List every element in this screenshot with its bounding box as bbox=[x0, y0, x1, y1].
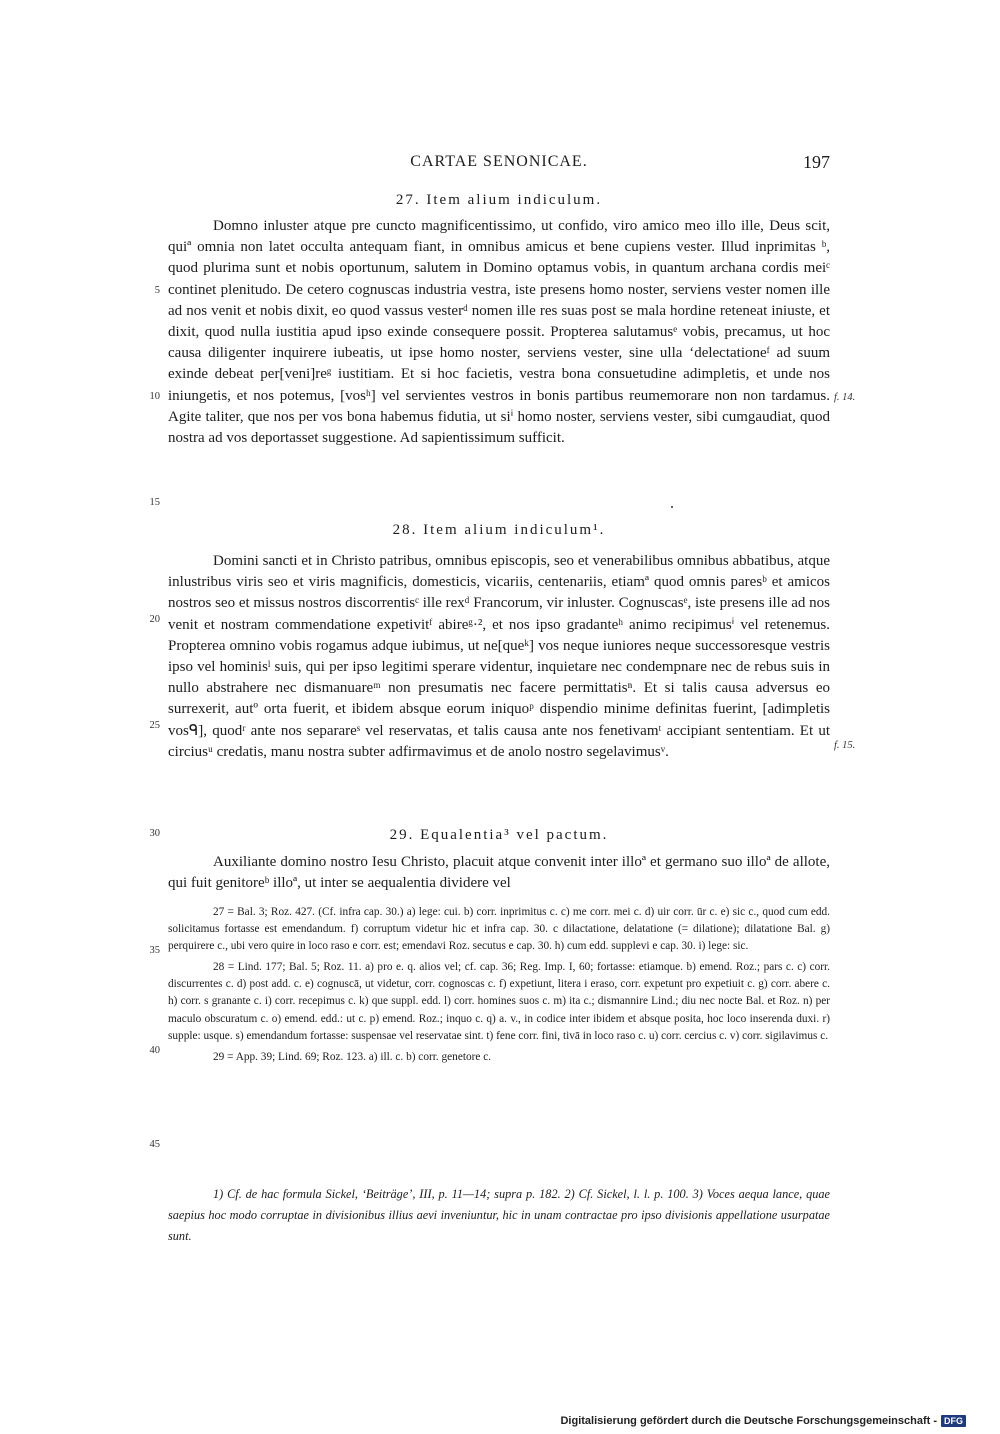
section-27 bbox=[168, 189, 830, 449]
apparatus-note: 28 = Lind. 177; Bal. 5; Roz. 11. a) pro e. q. alios vel; cf. cap. 36; Reg. Imp. I, 60; fortasse: etiamque. b) emend. Roz.; pars c. c) corr. discurrentes c. d) post add. c. e) cognuscā, ut videtur, corr. cognoscas c. f) expetiunt, litera i eraso, corr. expetunt pro expetiuit c. g) corr. abere c. h) corr. s granante c. i) corr. recepimus c. k) que suppl. edd. l) corr. homines suos c. m) ita c.; dismannire Lind.; diu nec nocte Bal. et Roz. n) per maculo obscuratum c. o) emend. edd.: ut c. p) emend. Roz.; inquo c. q) a. v., in codice inter ibidem et absque posita, hoc loco inserenda duxi. r) supple: usque. s) emendandum fortasse: suspensae vel reservatae sint. t) fene corr. fini, tivā in loco raso c. u) corr. cercius c. v) corr. sigilavimus c. bbox=[168, 961, 830, 1042]
credit-text: Digitalisierung gefördert durch die Deutsche Forschungsgemeinschaft - bbox=[560, 1415, 937, 1427]
section-title: 29. Equalentia³ vel pactum. bbox=[389, 827, 609, 843]
critical-apparatus bbox=[168, 904, 830, 1066]
dfg-logo-icon: DFG bbox=[941, 1415, 966, 1427]
line-number: 5 bbox=[154, 285, 160, 296]
line-number: 20 bbox=[149, 614, 160, 625]
line-number: 15 bbox=[149, 497, 160, 508]
running-header bbox=[168, 153, 830, 177]
apparatus-note: 29 = App. 39; Lind. 69; Roz. 123. a) ill. c. b) corr. genetore c. bbox=[213, 1050, 492, 1063]
line-number: 45 bbox=[149, 1139, 160, 1150]
line-number: 30 bbox=[149, 828, 160, 839]
footnotes bbox=[168, 1184, 830, 1247]
section-29 bbox=[168, 824, 830, 894]
folio-reference: f. 14. bbox=[834, 392, 856, 403]
section-title: 28. Item alium indiculum¹. bbox=[392, 522, 606, 538]
section-text: Auxiliante domino nostro Iesu Christo, placuit atque convenit inter illoª et germano suo illoª de allote, qui fuit genitoreᵇ illoª, ut inter se aequalentia dividere vel bbox=[168, 854, 830, 892]
line-number: 35 bbox=[149, 945, 160, 956]
line-number: 10 bbox=[149, 391, 160, 402]
line-number: 25 bbox=[149, 720, 160, 731]
section-text: Domini sancti et in Christo patribus, omnibus episcopis, seo et venerabilibus omnibus abbatibus, atque inlustribus viris seo et viris magnificis, domesticis, vicariis, centenariis, etiamª quod omnis paresᵇ et amicos nostros seo et missus nostros discorrentisᶜ ille rexᵈ Francorum, vir inluster. Cognuscasᵉ, iste presens ille ad nos venit et nostram commendatione expetivitᶠ abireᵍ·², et nos ipso gradanteʰ animo recipimusⁱ vel retenemus. Propterea omnino vobis rogamus adque iubimus, ut ne[queᵏ] vos neque iuniores neque successoresque vestris ipso vel hominisˡ suis, qui per ipso legitimi sperare videntur, inquietare nec condempnare nec de rebus suis in nullo abstrahere nec dismanuareᵐ non presumatis nec facere permittatisⁿ. Et si talis causa adversus eo surrexerit, autº orta fuerit, et ibidem absque eorum iniquoᵖ dispendio minime definitas fuerint, [adimpletis vosᑫ], quodʳ ante nos separareˢ vel reservatas, et talis causa ante nos fenetivamᵗ accipiant sententiam. Et ut circiusᵘ credatis, manu nostra subter adfirmavimus et de anolo nostro segelavimusᵛ. bbox=[168, 553, 830, 760]
apparatus-note: 27 = Bal. 3; Roz. 427. (Cf. infra cap. 30.) a) lege: cui. b) corr. inprimitus c. c) me corr. mei c. d) uir corr. ūr c. e) sic c., quod cum edd. solicitamus fortasse est emendandum. f) corruptum videtur hic et infra cap. 30. c dilactatione, delatatione (= dilatione); dilatatione Bal. g) perquirere c., ubi vero quire in loco raso e corr. est; emendavi Roz. secutus e cap. 30. h) cum edd. supplevi e cap. 30. i) lege: sic. bbox=[168, 906, 830, 953]
section-28 bbox=[168, 519, 830, 763]
line-number: 40 bbox=[149, 1045, 160, 1056]
digitization-credit bbox=[560, 1415, 966, 1427]
running-title: CARTAE SENONICAE. bbox=[410, 153, 588, 170]
footnote-text: 1) Cf. de hac formula Sickel, ‘Beiträge’, III, p. 11—14; supra p. 182. 2) Cf. Sickel, l. l. p. 100. 3) Voces aequa lance, quae saepius hoc modo corruptae in divisionibus illius aevi inveniuntur, hic in unam contractae pro ipso divisionis appellatione usurpatae sunt. bbox=[168, 1187, 830, 1243]
page-number: 197 bbox=[803, 152, 830, 172]
folio-reference: f. 15. bbox=[834, 740, 856, 751]
ink-dot bbox=[671, 506, 673, 508]
section-title: 27. Item alium indiculum. bbox=[395, 192, 603, 208]
section-text: Domno inluster atque pre cuncto magnificentissimo, ut confido, viro amico meo illo ille, Deus scit, quiª omnia non latet occulta antequam fiant, in omnibus amicus et bene cupiens vester. Illud inprimitas ᵇ, quod plurima sunt et nobis oportunum, salutem in Domino optamus vobis, in quantum archana cordis meiᶜ continet plenitudo. De cetero cognuscas industria vestra, iste presens homo noster, serviens vester nomen ille ad nos venit et nobis dixit, eo quod vassus vesterᵈ nomen ille res suas post se mala hordine reteneat iniuste, et dixit, quod nulla iustitia apud ipso exinde consequere possit. Propterea salutamusᵉ vobis, precamus, ut hoc causa diligenter inquirere iubeatis, ut ipse homo noster, serviens vester, sine ulla ‘delectationeᶠ ad suum exinde debeat per[veni]reᵍ iustitiam. Et si hoc facietis, vestra bona consuetudine adimpletis, et unde nos iniungetis, et nos potemus, [vosʰ] vel servientes vestros in bonis partibus reumemorare non non tardamus. Agite taliter, que nos per vos bona habemus fidutia, ut siⁱ homo noster, serviens vester, sibi cumgaudiat, quod nostra ad vos deportasset suggestione. Ad sapientissimum sufficit. bbox=[168, 218, 830, 447]
